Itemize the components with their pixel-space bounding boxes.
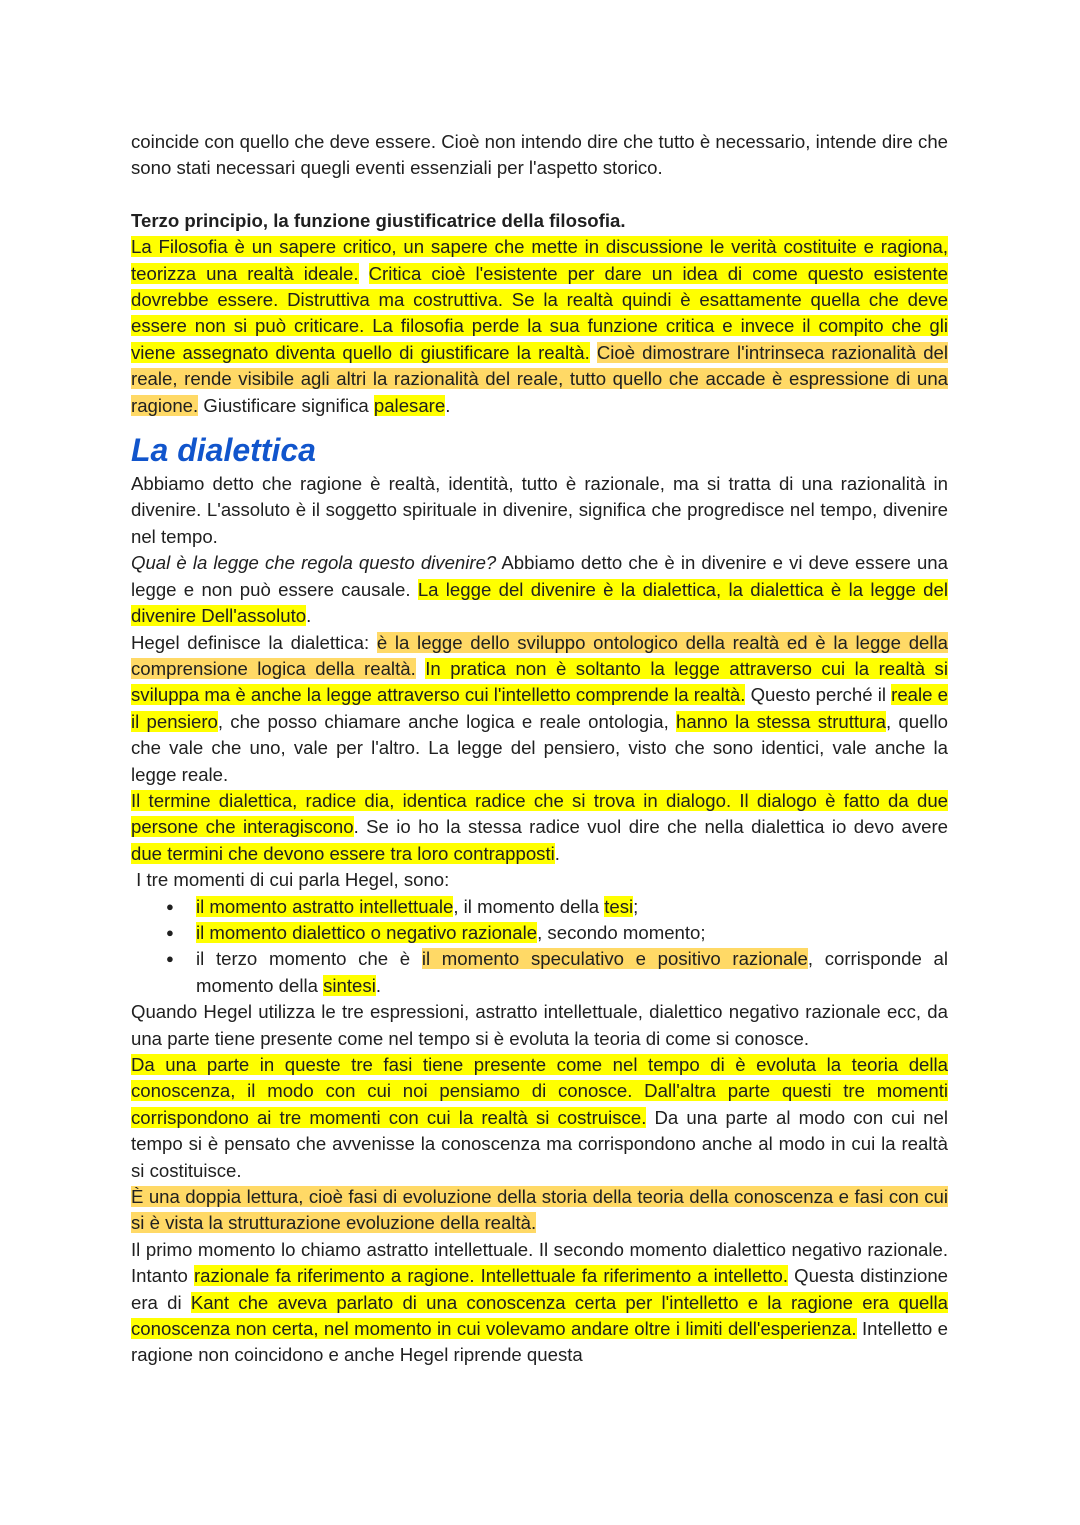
highlight-yellow: La Filosofia è un sapere critico, un sapere che mette in discussione le verità costituite e ragiona, teorizza una realtà ideale. — [131, 236, 948, 284]
highlight-yellow: razionale fa riferimento a ragione. Intellettuale fa riferimento a intelletto. — [193, 1265, 789, 1287]
text-run: , quello che vale che uno, vale per l'altro. La legge del pensiero, visto che sono identici, vale anche la legge reale. — [131, 710, 948, 785]
document-page — [131, 129, 948, 1369]
text-run: Questo perché il — [745, 684, 892, 706]
text-run: . Se io ho la stessa radice vuol dire che nella dialettica io devo avere — [353, 816, 948, 838]
text-run: Questa distinzione era di — [131, 1265, 948, 1313]
section-title-dialettica: La dialettica — [131, 432, 316, 469]
text-run: , corrisponde al momento della — [196, 948, 949, 996]
paragraph-gap — [131, 182, 948, 208]
highlight-orange: È una doppia lettura, cioè fasi di evoluzione della storia della teoria della conoscenza e fasi con cui si è vista la strutturazione evoluzione della realtà. — [131, 1186, 948, 1234]
highlight-yellow: In pratica non è soltanto la legge attraverso cui la realtà si sviluppa ma è anche la legge attraverso cui l'intelletto comprende la realtà. — [131, 657, 948, 706]
highlight-yellow: il momento dialettico o negativo razionale — [196, 921, 538, 943]
text-run — [359, 263, 369, 284]
text-run: . — [375, 974, 382, 996]
dialettica-paragraph-6: Quando Hegel utilizza le tre espressioni, astratto intellettuale, dialettico negativo razionale ecc, da una parte tiene presente come nel tempo si è evoluta la teoria di come si conosce. — [131, 1001, 948, 1049]
text-run: . — [554, 842, 560, 864]
highlight-yellow: palesare — [373, 394, 446, 416]
text-run: , che posso chiamare anche logica e reale ontologia, — [217, 710, 677, 732]
dialettica-paragraph-1: Abbiamo detto che ragione è realtà, identità, tutto è razionale, ma si tratta di una razionalità in divenire. L'assoluto è il soggetto spirituale in divenire, significa che progredisce nel tempo, divenire nel tempo. — [131, 473, 948, 547]
highlight-yellow: Il termine dialettica, radice dia, identica radice che si trova in dialogo. Il dialogo è fatto da due persone che interagiscono — [131, 789, 948, 838]
highlight-yellow: due termini che devono essere tra loro contrapposti — [131, 842, 555, 864]
question-text: Qual è la legge che regola questo divenire? — [131, 552, 497, 574]
text-run: Hegel definisce la dialettica: — [131, 631, 377, 653]
dialettica-paragraph-4 — [131, 788, 948, 867]
highlight-yellow: La legge del divenire è la dialettica, la dialettica è la legge del divenire Dell'assoluto — [131, 578, 948, 627]
terzo-principio-paragraph — [131, 234, 948, 419]
dialettica-paragraph-8 — [131, 1184, 948, 1237]
highlight-yellow: hanno la stessa struttura — [676, 710, 886, 732]
intro-paragraph: coincide con quello che deve essere. Cioè non intendo dire che tutto è necessario, intende dire che sono stati necessari quegli eventi essenziali per l'aspetto storico. — [131, 131, 948, 179]
highlight-yellow: Kant che aveva parlato di una conoscenza certa per l'intelletto e la ragione era quella conoscenza non certa, nel momento in cui volevamo andare oltre i limiti dell'esperienza. — [131, 1291, 948, 1340]
text-run: , secondo momento; — [537, 921, 706, 943]
text-run: , il momento della — [453, 895, 605, 917]
text-run: Intelletto e ragione non coincidono e anche Hegel riprende questa — [131, 1318, 949, 1366]
dialettica-paragraph-2 — [131, 550, 948, 629]
dialettica-paragraph-7 — [131, 1052, 948, 1184]
text-run: Da una parte al modo con cui nel tempo si è pensato che avvenisse la conoscenza ma corrispondono anche al modo in cui la realtà si costituisce. — [131, 1106, 948, 1181]
text-run: Giustificare significa — [198, 394, 374, 416]
text-run — [590, 342, 597, 363]
highlight-orange: il momento speculativo e positivo razionale — [421, 948, 808, 970]
text-run: . — [306, 605, 312, 627]
dialettica-paragraph-5: I tre momenti di cui parla Hegel, sono: — [131, 869, 450, 891]
text-run: il terzo momento che è — [196, 948, 422, 970]
text-run: ; — [633, 895, 639, 917]
dialettica-paragraph-3 — [131, 630, 948, 788]
list-item — [196, 894, 948, 920]
list-item — [196, 920, 948, 946]
text-run: . — [445, 394, 451, 416]
text-run: Abbiamo detto che è in divenire e vi deve essere una legge e non può essere causale. — [131, 552, 948, 600]
highlight-orange: Cioè dimostrare l'intrinseca razionalità del reale, rende visibile agli altri la razionalità del reale, tutto quello che accade è espressione di una ragione. — [131, 341, 949, 416]
highlight-yellow: il momento astratto intellettuale — [196, 895, 454, 917]
dialettica-paragraph-9 — [131, 1237, 948, 1369]
highlight-yellow: tesi — [604, 895, 634, 917]
text-run — [416, 658, 425, 679]
section-heading-terzo-principio: Terzo principio, la funzione giustificatrice della filosofia. — [131, 209, 626, 231]
highlight-yellow: Da una parte in queste tre fasi tiene presente come nel tempo di è evoluta la teoria della conoscenza, il modo con cui noi pensiamo di conosce. Dall'altra parte questi tre momenti corrispondono ai tre momenti con cui la realtà si costruisce. — [131, 1054, 948, 1128]
highlight-yellow: reale e il pensiero — [131, 684, 948, 732]
text-run: Il primo momento lo chiamo astratto intellettuale. Il secondo momento dialettico negativo razionale. Intanto — [131, 1238, 948, 1287]
highlight-orange: è la legge dello sviluppo ontologico della realtà ed è la legge della comprensione logica della realtà. — [131, 631, 948, 679]
list-item — [196, 946, 948, 999]
three-moments-list — [131, 894, 948, 1000]
highlight-yellow: sintesi — [323, 974, 376, 996]
highlight-yellow: Critica cioè l'esistente per dare un idea di come questo esistente dovrebbe essere. Distruttiva ma costruttiva. Se la realtà quindi è esattamente quella che deve essere non si può criticare. La filosofia perde la sua funzione critica e invece il compito che gli viene assegnato diventa quello di giustificare la realtà. — [131, 262, 949, 363]
